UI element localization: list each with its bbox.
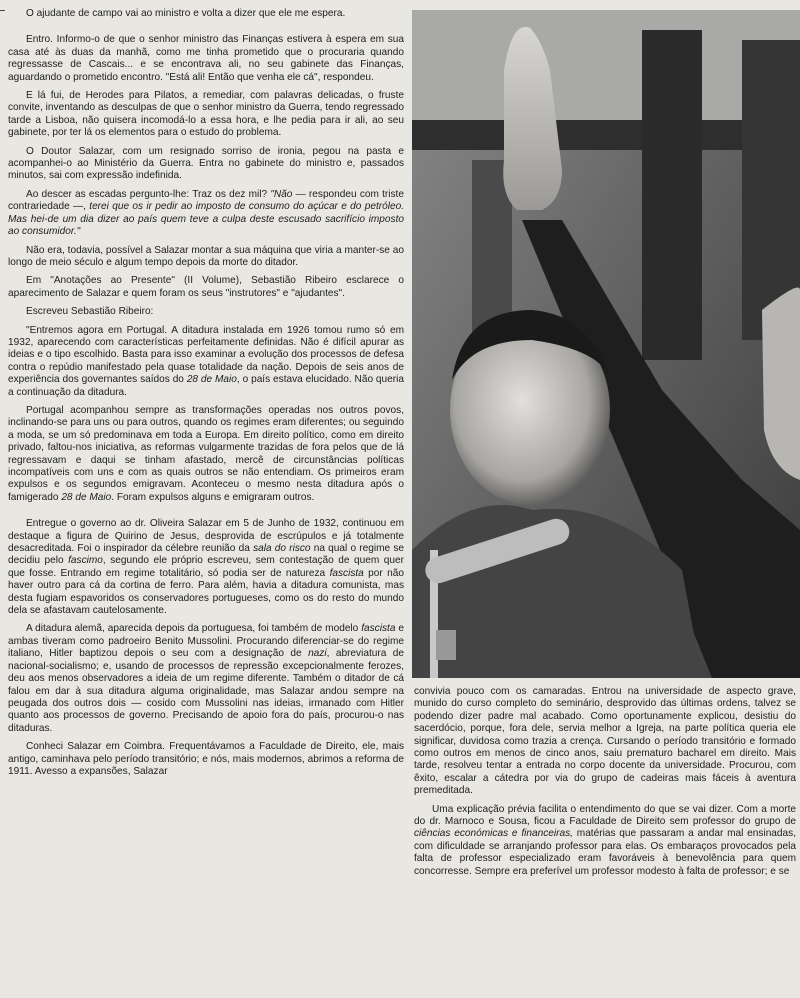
- photo-illustration: [412, 10, 800, 678]
- text-run: Entregue o governo ao dr. Oliveira Salazar em 5 de Junho de 1932, continuou em destaque a figura de Quirino de Jesus, desprovida de escrúpulos e já totalmente desacreditada. Foi o inspirador da célebre reunião da: [8, 518, 404, 555]
- quote-paragraph: [8, 623, 404, 735]
- text-run: Ao descer as escadas pergunto-lhe: Traz os dez mil?: [26, 188, 271, 200]
- text-run: respondeu com triste contrariedade —,: [8, 188, 404, 213]
- quote-paragraph: Conheci Salazar em Coimbra. Frequentávamos a Faculdade de Direito, ele, mais antigo, caminhava pelo período transitório; e nós, mais modernos, abrimos a reforma de 1911. Avesso a expansões, Salazar: [8, 741, 404, 777]
- text-run: , abreviatura de nacional-socialismo; e, usando de processos de repressão excepcionalmente ferozes, deu aos menos observadores a ideia de um regime diferente. Também o ditador de cá falou em dar à sua ditadura alguma originalidade, mas Salazar andou sempre na peugada dos outros dois — cosido com Mussolini nas ideias, irmanado com Hitler quanto aos processos de governo. Precisando de apoio fora do país, procurou-o nas ditaduras.: [8, 648, 404, 734]
- italic-run: fascista: [329, 567, 364, 579]
- italic-run: terei que os ir pedir ao imposto de consumo do açúcar e do petróleo. Mas hei-de um dia dizer ao país quem teve a culpa deste escusado sacrifício imposto ao consumidor.": [8, 201, 404, 238]
- text-run: na qual o regime se decidiu pelo: [8, 543, 404, 567]
- text-run: por não haver outro para cá da cortina de ferro. Para além, havia a ditadura comunista, mas desta fugiam espavoridos os conservadores portugueses, como os do resto do mundo dela se afastavam cautelosamente.: [8, 567, 404, 617]
- text-run: , o país estava elucidado. Não queria a continuação da ditadura.: [8, 374, 404, 398]
- paragraph: Escreveu Sebastião Ribeiro:: [26, 306, 154, 318]
- paragraph: convivia pouco com os camaradas. Entrou na universidade de aspecto grave, munido do curso completo do seminário, desprovido das últimas ordens, talvez se podendo dizer padre mal acabado. Como oportunamente explicou, desistiu do sacerdócio, porque, fora dele, servia melhor a Igreja, na parte política queria ele significar, duvidosa como trazia a crença. Cursando o período transitório e formado como outros em menos de cinco anos, saiu prematuro bacharel em direito. Mais tarde, resolveu tentar a entrada no corpo docente da universidade. Procurou, com êxito, escalar a cátedra por via do grupo de cadeiras mais fáceis à aventura premeditada.: [414, 686, 796, 797]
- italic-run: 28 de Maio: [186, 374, 237, 386]
- italic-run: "Não —: [270, 188, 309, 200]
- paragraph: Não era, todavia, possível a Salazar montar a sua máquina que viria a manter-se ao longo de meio século e algum tempo depois da morte do ditador.: [8, 244, 404, 268]
- text-run: A ditadura alemã, aparecida depois da portuguesa, foi também de modelo: [26, 623, 362, 635]
- quote-paragraph: [8, 405, 404, 504]
- italic-run: 28 de Maio: [61, 491, 112, 503]
- italic-run: sala do risco: [253, 543, 311, 555]
- italic-run: fascimo: [68, 555, 103, 567]
- italic-run: nazi: [308, 648, 327, 660]
- paragraph: Entro. Informo-o de que o senhor ministro das Finanças estivera à espera em sua casa até às duas da manhã, como me tinha prometido que o procuraria quando regressasse de Cascais... e se encontrava ali, no seu gabinete das Finanças, aguardando o prometido encontro. "Está ali! Então que venha ele cá", respondeu.: [8, 34, 404, 83]
- quote-paragraph: [8, 518, 404, 617]
- text-run: "Entremos agora em Portugal. A ditadura instalada em 1926 tomou rumo só em 1932, aparecendo com características perfeitamente definidas. Não é difícil apurar as ideias e o tipo escolhido. Basta para isso examinar a evolução dos processos de defesa contra o repúdio manifestado pela quase totalidade da nação. Depois de seis anos de experiência dos governantes saídos do: [8, 324, 404, 386]
- text-run: . Foram expulsos alguns e emigraram outros.: [111, 491, 315, 503]
- italic-run: fascista: [361, 623, 396, 635]
- text-run: , segundo ele próprio escreveu, sem contestação de quem quer que fosse. Entrando em regime totalitário, só podia ser de natureza: [8, 555, 404, 579]
- text-run: Uma explicação prévia facilita o entendimento do que se vai dizer. Com a morte do dr. Marnoco e Sousa, ficou a Faculdade de Direito sem professor do grupo de: [414, 803, 796, 828]
- text-run: Portugal acompanhou sempre as transformações operadas nos outros povos, inclinando-se para uns ou para outros, quando os regimes eram diferentes; ou seguindo a moda, se um só predominava em toda a Europa. Em direito político, como em direito privado, faltou-nos iniciativa, as reformas vulgarmente trazidas de fora pelos que de lá regressavam e daqui se tinham afastado, mercê de circunstâncias políticas incompatíveis com uns e com as quais outros se não entendiam. Os primeiros eram expulsos e os segundos emigravam. Aconteceu o mesmo nesta ditadura após o famigerado: [8, 404, 404, 503]
- bottom-right-text-column: [414, 686, 796, 996]
- photograph-salazar: [412, 10, 800, 678]
- quote-paragraph: [8, 325, 404, 399]
- text-run: matérias que passaram a andar mal ensinadas, com dificuldade se arranjando professor para elas. Os embaraços provocados pela falta de professor especializado eram favoráveis à benevolência para quem concorresse. Sempre era preferível um professor modesto à falta de professor; e se: [414, 828, 796, 877]
- text-run: e ambas tiveram como padroeiro Benito Mussolini. Procurando diferenciar-se do regime italiano, Hitler baptizou depois o seu com a designação de: [8, 623, 404, 660]
- italic-run: ciências económicas e financeiras,: [414, 828, 573, 840]
- paragraph: [8, 189, 404, 239]
- left-text-column: [8, 8, 404, 993]
- paragraph: E lá fui, de Herodes para Pilatos, a remediar, com palavras delicadas, o fruste convite, inventando as desculpas de que o senhor ministro da Guerra, tendo regressado tarde a Lisboa, não quisera incomodá-lo a essa hora, e lhe pedia para ir ali, ao seu gabinete, por ter lá os elementos para o estudo do problema.: [8, 90, 404, 139]
- paragraph: O Doutor Salazar, com um resignado sorriso de ironia, pegou na pasta e acompanhei-o ao Ministério da Guerra. Entra no gabinete do ministro e, passados minutos, sai com expressão indefinida.: [8, 145, 404, 182]
- margin-mark: [0, 10, 5, 11]
- paragraph: Em "Anotações ao Presente" (II Volume), Sebastião Ribeiro esclarece o aparecimento de Salazar e quem foram os seus "instrutores" e "ajudantes".: [8, 275, 404, 299]
- paragraph: O ajudante de campo vai ao ministro e volta a dizer que ele me espera.: [26, 8, 346, 19]
- paragraph: [414, 804, 796, 878]
